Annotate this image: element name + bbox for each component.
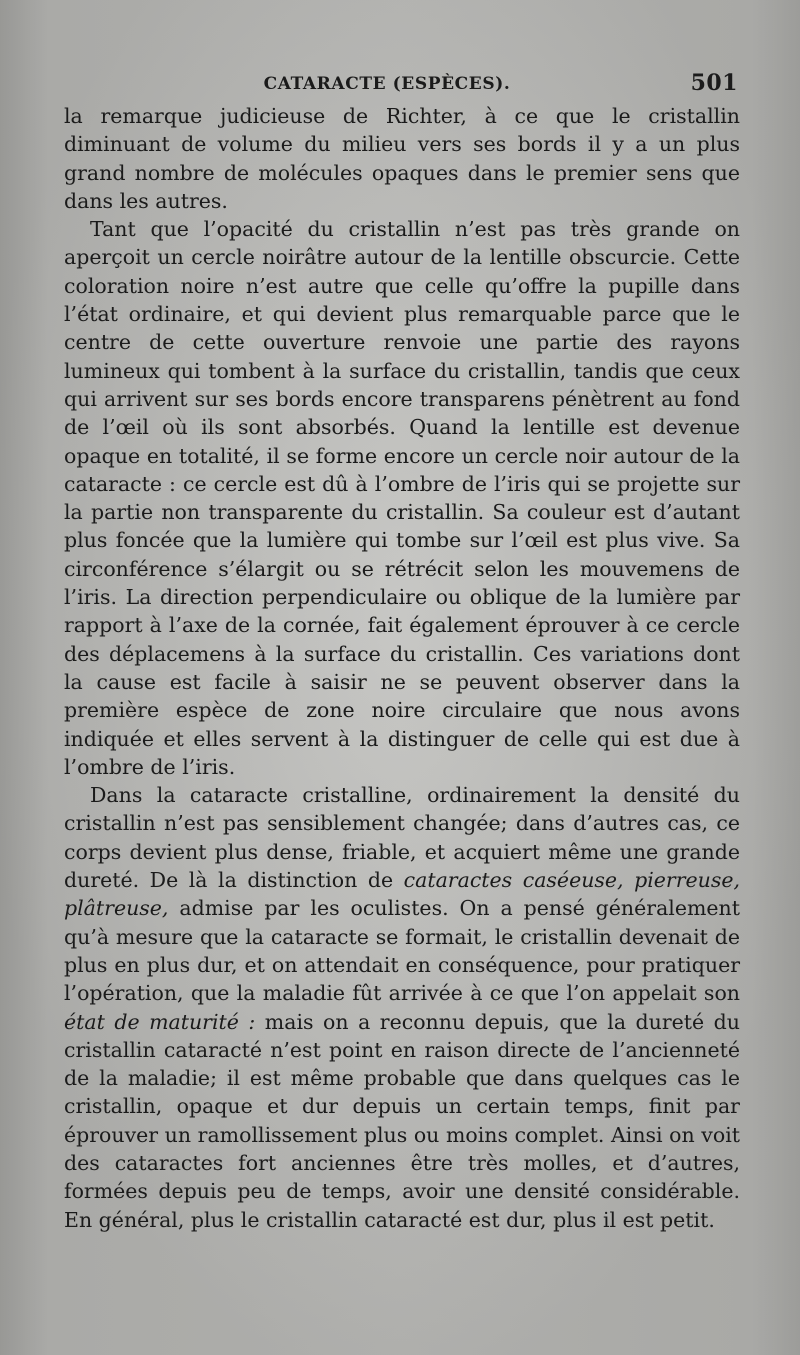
paragraph-2	[64, 215, 740, 781]
paragraph-3-text-b: admise par les oculistes. On a pensé généralement qu’à mesure que la cataracte se formait, le cristallin devenait de plus en plus dur, et on attendait en conséquence, pour pratiquer l’opération, que la maladie fût arrivée à ce que l’on appelait son	[64, 896, 740, 1006]
page-number: 501	[690, 70, 738, 96]
paragraph-3-italic-maturity: état de maturité :	[64, 1009, 256, 1034]
paragraph-3-italic-cataract-types: cataractes caséeuse, pierreuse, plâtreuse,	[64, 868, 740, 921]
paragraph-1	[64, 102, 740, 215]
running-title: CATARACTE (ESPÈCES).	[263, 74, 511, 94]
paragraph-3-text-c: mais on a reconnu depuis, que la dureté du cristallin cataracté n’est point en raison directe de l’ancienneté de la maladie; il est même probable que dans quelques cas le cristallin, opaque et dur depuis un certain temps, finit par éprouver un ramollissement plus ou moins complet. Ainsi on voit des cataractes fort anciennes être très molles, et d’autres, formées depuis peu de temps, avoir une densité considérable. En général, plus le cristallin cataracté est dur, plus il est petit.	[64, 1009, 740, 1232]
running-head	[64, 70, 740, 102]
paragraph-2-text: Tant que l’opacité du cristallin n’est pas très grande on aperçoit un cercle noirâtre autour de la lentille obscurcie. Cette coloration noire n’est autre que celle qu’offre la pupille dans l’état ordinaire, et qui devient plus remarquable parce que le centre de cette ouverture renvoie une partie des rayons lumineux qui tombent à la surface du cristallin, tandis que ceux qui arrivent sur ses bords encore transparens pénètrent au fond de l’œil où ils sont absorbés. Quand la lentille est devenue opaque en totalité, il se forme encore un cercle noir autour de la cataracte : ce cercle est dû à l’ombre de l’iris qui se projette sur la partie non transparente du cristallin. Sa couleur est d’autant plus foncée que la lumière qui tombe sur l’œil est plus vive. Sa circonférence s’élargit ou se rétrécit selon les mouvemens de l’iris. La direction perpendiculaire ou oblique de la lumière par rapport à l’axe de la cornée, fait également éprouver à ce cercle des déplacemens à la surface du cristallin. Ces variations dont la cause est facile à saisir ne se peuvent observer dans la première espèce de zone noire circulaire que nous avons indiquée et elles servent à la distinguer de celle qui est due à l’ombre de l’iris.	[64, 217, 740, 779]
paragraph-1-text: la remarque judicieuse de Richter, à ce que le cristallin diminuant de volume du milieu vers ses bords il y a un plus grand nombre de molécules opaques dans le premier sens que dans les autres.	[64, 104, 740, 213]
paragraph-3	[64, 781, 740, 1234]
paragraph-3-text-a: Dans la cataracte cristalline, ordinairement la densité du cristallin n’est pas sensiblement changée; dans d’autres cas, ce corps devient plus dense, friable, et acquiert même une grande dureté. De là la distinction de	[64, 783, 740, 893]
body-text	[64, 102, 740, 1234]
